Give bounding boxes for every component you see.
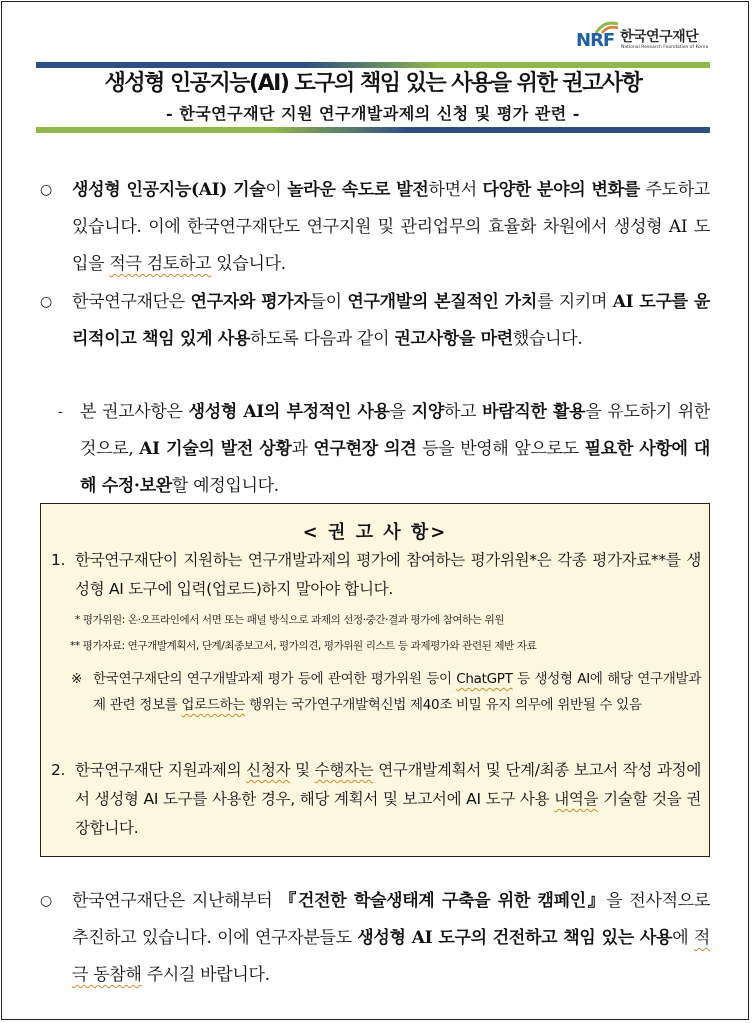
emphasis: AI 기술의 발전 상황	[139, 439, 292, 459]
text-run: 을	[389, 402, 412, 422]
box-title: < 권 고 사 항>	[302, 522, 448, 543]
paragraph-3	[58, 394, 710, 505]
paragraph-bullet: ○	[40, 294, 52, 310]
recommendations-box	[40, 503, 710, 857]
emphasis: 지양	[411, 402, 444, 422]
emphasis: 놀라운 속도로 발전	[287, 180, 429, 200]
title-bottom-divider	[36, 127, 710, 133]
spellcheck-underlined-text: 적극 검토하고	[109, 254, 212, 274]
text-run: 한국연구재단의 연구개발과제 평가 등에 관여한 평가위원 등이	[93, 671, 457, 687]
text-run: 을 유도하기 위한 것으로,	[80, 402, 710, 459]
paragraph-bullet: ○	[40, 182, 52, 198]
spellcheck-underlined-text: 수행자는	[314, 761, 374, 779]
text-run: 및	[290, 761, 315, 779]
text-run: 하면서	[428, 180, 483, 200]
text-run: 들이	[309, 292, 348, 312]
item-text	[51, 756, 701, 843]
text-run: 행위는 국가연구개발혁신법 제40조 비밀 유지 의무에 위반될 수 있음	[245, 697, 642, 713]
logo-english: National Research Foundation of Korea	[621, 45, 709, 50]
text-run: 기술할 것을 권장합니다.	[75, 790, 702, 837]
emphasis: 연구자와 평가자	[190, 292, 310, 312]
paragraph-2	[40, 284, 710, 358]
paragraph-text	[58, 394, 710, 505]
page-title: 생성형 인공지능(AI) 도구의 책임 있는 사용을 위한 권고사항	[104, 71, 642, 96]
text-run: 에	[672, 928, 694, 948]
text-run: 과	[291, 439, 314, 459]
item-text: 한국연구재단이 지원하는 연구개발과제의 평가에 참여하는 평가위원*은 각종 평가자료**를 생성형 AI 도구에 입력(업로드)하지 말아야 합니다.	[75, 551, 701, 598]
text-run: 이	[265, 180, 288, 200]
spellcheck-underlined-text: ChatGPT	[456, 671, 513, 687]
text-run: 등을 반영해 앞으로도	[416, 439, 585, 459]
emphasis: 다양한 분야의 변화를	[482, 180, 640, 200]
reference-mark: ※	[71, 671, 83, 687]
spellcheck-underlined-text: 업로드하는	[181, 697, 246, 713]
text-run: 주시길 바랍니다.	[141, 965, 270, 985]
emphasis: 연구개발의 본질적인 가치	[347, 292, 537, 312]
nrf-logo	[576, 22, 716, 58]
emphasis: AI 도구를 윤리적이고 책임 있게 사용	[72, 292, 710, 349]
emphasis: 『건전한 학술생태계 구축을 위한 캠페인』	[279, 891, 607, 911]
emphasis: 생성형 AI 도구의 건전하고 책임 있는 사용	[357, 928, 673, 948]
item-number: 1.	[51, 551, 66, 569]
text-run: 하도록 다음과 같이	[250, 329, 395, 349]
reference-note	[71, 666, 701, 718]
text-run: 주도하고 있습니다. 이에 한국연구재단도 연구지원 및 관리업무의 효율화 차원에서 생성형 AI 도입을	[72, 180, 710, 274]
paragraph-bullet: ○	[40, 893, 52, 909]
logo-mark: NRF	[576, 30, 615, 51]
page-subtitle: - 한국연구재단 지원 연구개발과제의 신청 및 평가 관련 -	[166, 104, 580, 123]
paragraph-text	[40, 172, 710, 283]
paragraph-text	[40, 883, 710, 994]
text-run: 하고	[443, 402, 483, 422]
footnote-evaluator: * 평가위원: 온·오프라인에서 서면 또는 패널 방식으로 과제의 선정·중간·결과 평가에 참여하는 위원	[75, 614, 505, 626]
emphasis: 생성형 인공지능(AI) 기술	[72, 180, 266, 200]
item-number: 2.	[51, 761, 66, 779]
text-run: 있습니다.	[211, 254, 286, 274]
paragraph-dash: -	[58, 404, 63, 420]
paragraph-1	[40, 172, 710, 283]
text-run: 할 예정입니다.	[171, 476, 279, 496]
text-run: 한국연구재단은	[72, 292, 191, 312]
recommendation-item-1	[51, 546, 701, 604]
text-run: 를 지키며	[536, 292, 613, 312]
reference-text	[71, 666, 701, 718]
emphasis: 권고사항을 마련	[394, 329, 513, 349]
text-run: 연구개발계획서 및 단계/최종 보고서 작성 과정에서 생성형 AI 도구를 사용한 경우, 해당 계획서 및 보고서에 AI 도구 사용	[75, 761, 701, 808]
recommendation-item-2	[51, 756, 701, 843]
text-run: 등 생성형 AI에 해당 연구개발과제 관련 정보를	[93, 671, 701, 713]
text-run: 을 전사적으로 추진하고 있습니다. 이에 연구자분들도	[72, 891, 710, 948]
paragraph-4	[40, 883, 710, 994]
emphasis: 생성형 AI의 부정적인 사용	[188, 402, 390, 422]
emphasis: 연구현장 의견	[313, 439, 417, 459]
emphasis: 필요한 사항에 대해 수정·보완	[80, 439, 710, 496]
text-run: 본 권고사항은	[80, 402, 189, 422]
emphasis: 바람직한 활용	[482, 402, 586, 422]
logo-name: 한국연구재단	[620, 29, 699, 45]
footnote-materials: ** 평가자료: 연구개발계획서, 단계/최종보고서, 평가의견, 평가위원 리스트 등 과제평가와 관련된 제반 자료	[70, 640, 537, 652]
text-run: 한국연구재단 지원과제의	[75, 761, 247, 779]
spellcheck-underlined-text: 신청자	[246, 761, 291, 779]
spellcheck-underlined-text: 적극 동참해	[72, 928, 710, 985]
text-run: 했습니다.	[512, 329, 583, 349]
spellcheck-underlined-text: 내역을	[554, 790, 599, 808]
paragraph-text	[40, 284, 710, 358]
text-run: 한국연구재단은 지난해부터	[72, 891, 280, 911]
